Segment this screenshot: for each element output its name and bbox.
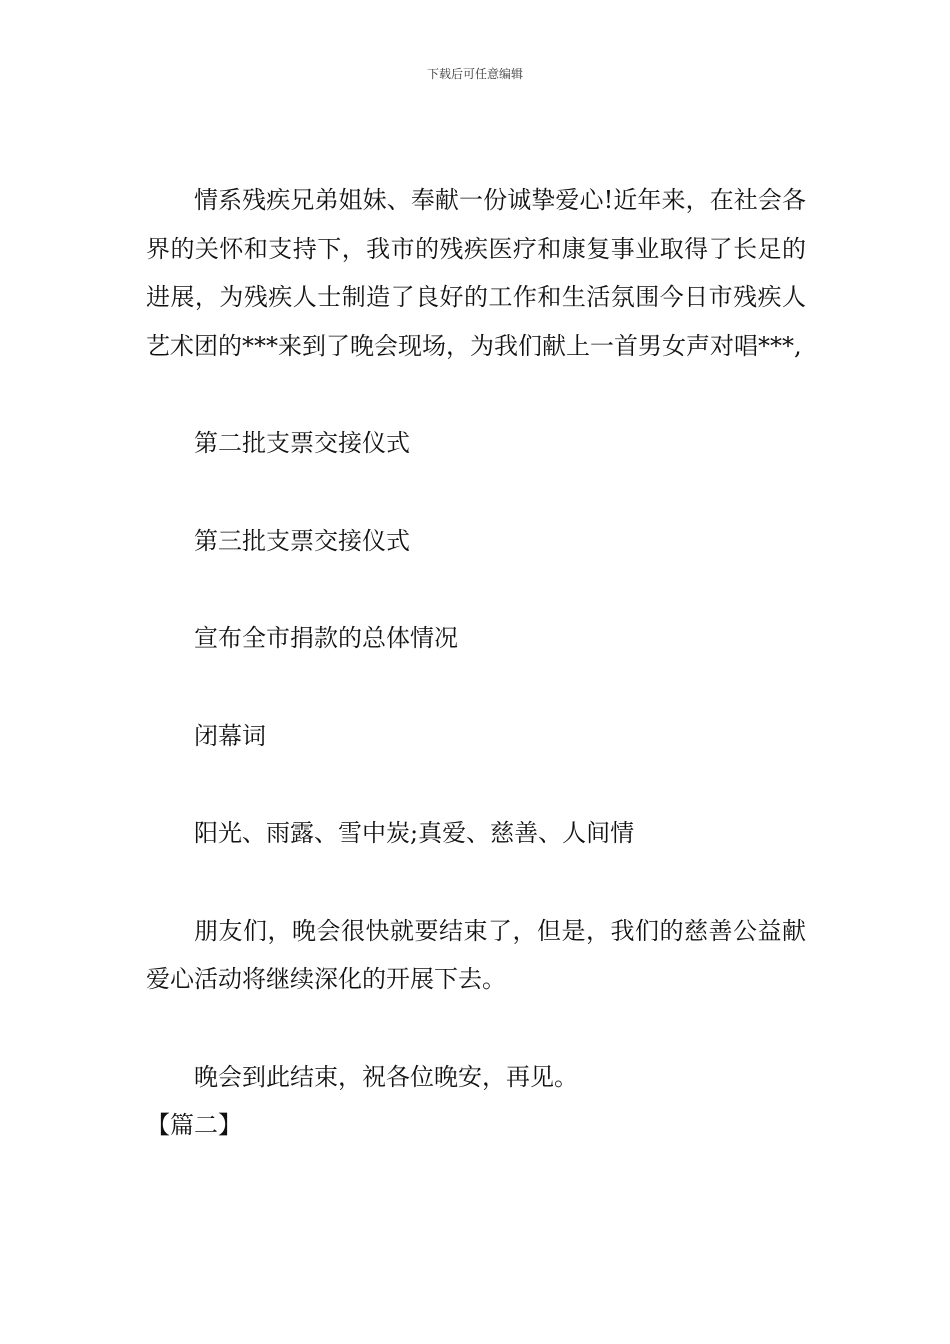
paragraph-farewell-note: 朋友们，晚会很快就要结束了，但是，我们的慈善公益献爱心活动将继续深化的开展下去。 bbox=[146, 916, 806, 993]
paragraph-donation-summary: 宣布全市捐款的总体情况 bbox=[194, 624, 458, 652]
paragraph-closing-speech: 闭幕词 bbox=[194, 721, 266, 750]
paragraph-intro: 情系残疾兄弟姐妹、奉献一份诚挚爱心!近年来，在社会各界的关怀和支持下，我市的残疾医疗和康复事业取得了长足的进展，为残疾人士制造了良好的工作和生活氛围今日市残疾人艺术团的***来到了晚会现场，为我们献上一首男女声对唱***, bbox=[146, 186, 806, 360]
paragraph-second-cheque: 第二批支票交接仪式 bbox=[194, 429, 410, 457]
section-heading: 【篇二】 bbox=[146, 1111, 242, 1139]
page-header-note: 下载后可任意编辑 bbox=[426, 67, 523, 81]
paragraph-third-cheque: 第三批支票交接仪式 bbox=[194, 526, 410, 555]
paragraph-goodbye: 晚会到此结束，祝各位晚安，再见。 bbox=[194, 1062, 578, 1091]
paragraph-slogan: 阳光、雨露、雪中炭;真爱、慈善、人间情 bbox=[194, 819, 635, 847]
document-body bbox=[146, 176, 806, 1150]
